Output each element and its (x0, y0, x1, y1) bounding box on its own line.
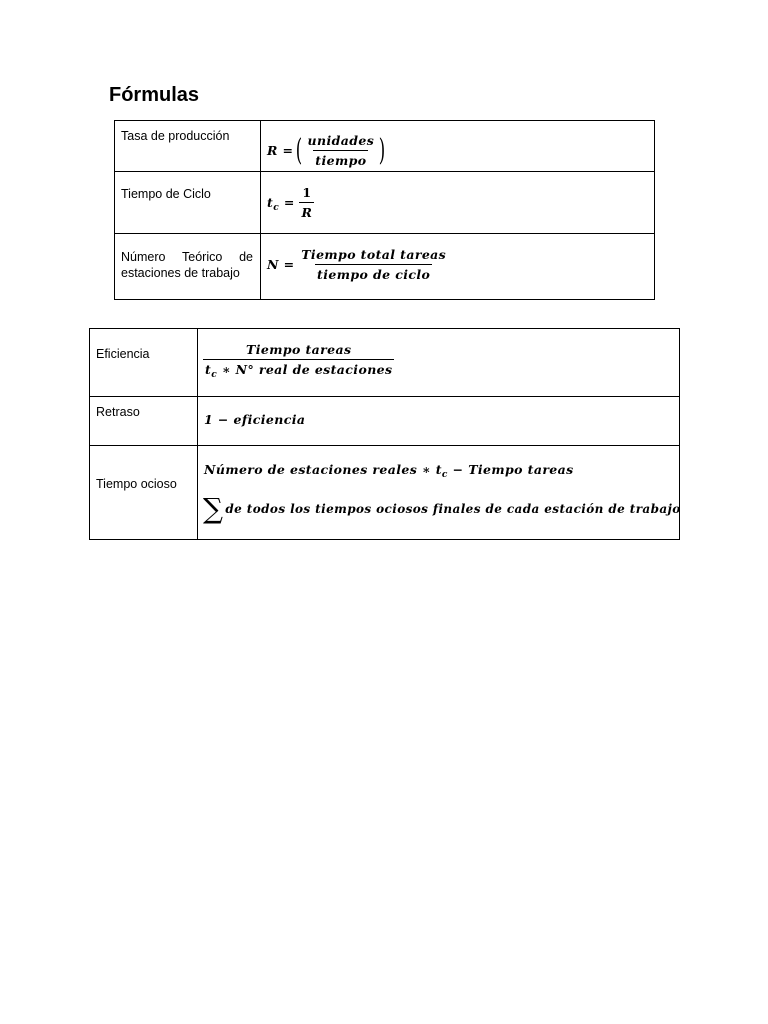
formula-lhs: N = (267, 257, 295, 272)
lhs-equals: = (279, 195, 295, 210)
formula-lhs (267, 195, 299, 213)
formula (203, 342, 394, 380)
formula-subscript: c (441, 470, 448, 480)
formula-part: Número de estaciones reales ∗ (204, 462, 436, 477)
formula-line-1 (204, 462, 574, 480)
table-row (115, 234, 655, 300)
row-label-line-2: estaciones de trabajo (121, 266, 240, 280)
page-title: Fórmulas (109, 84, 200, 106)
row-label: Eficiencia (96, 347, 150, 361)
fraction-denominator (203, 359, 394, 380)
fraction-denominator: R (299, 202, 314, 220)
table-row (90, 446, 680, 540)
row-label: Tiempo ocioso (96, 477, 177, 491)
table-row (90, 397, 680, 446)
formula-cell (261, 121, 655, 172)
lhs-variable: t (267, 195, 274, 210)
denominator-variable: t (205, 362, 212, 377)
denominator-subscript: c (211, 370, 218, 380)
fraction-numerator: unidades (307, 133, 375, 148)
label-cell (115, 234, 261, 300)
fraction-numerator: 1 (302, 185, 312, 200)
formula-cell (198, 446, 680, 540)
fraction-numerator: Tiempo tareas (246, 342, 352, 357)
formula-line-2 (203, 492, 681, 525)
formula-lhs: R = (267, 143, 294, 158)
summation-text: de todos los tiempos ociosos finales de cada estación de trabajo (225, 502, 681, 516)
row-label: Tasa de producción (121, 129, 230, 143)
formulas-table-2 (89, 328, 680, 540)
table-row (90, 329, 680, 397)
formula-variable: t (435, 462, 442, 477)
formulas-table-1 (114, 120, 655, 300)
row-label: Tiempo de Ciclo (121, 187, 211, 201)
table-row (115, 172, 655, 234)
fraction (299, 185, 314, 220)
fraction (203, 342, 394, 380)
left-paren: ( (296, 132, 303, 168)
denominator-rest: ∗ N° real de estaciones (217, 362, 393, 377)
fraction-numerator: Tiempo total tareas (301, 247, 447, 262)
formula-part: − Tiempo tareas (447, 462, 574, 477)
formula-cell (261, 172, 655, 234)
fraction (299, 247, 448, 282)
label-cell (115, 172, 261, 234)
row-label: Retraso (96, 405, 140, 419)
summation-symbol: ∑ (203, 492, 224, 525)
fraction-denominator: tiempo de ciclo (315, 264, 432, 282)
formula (267, 133, 388, 168)
formula-cell (198, 397, 680, 446)
fraction-denominator: tiempo (313, 150, 368, 168)
formula: 1 − eficiencia (204, 412, 306, 427)
lhs-subscript: c (273, 203, 280, 213)
formula (267, 185, 314, 220)
label-cell (90, 329, 198, 397)
label-cell (90, 397, 198, 446)
right-paren: ) (378, 132, 386, 168)
formula-cell (261, 234, 655, 300)
formula (267, 247, 448, 282)
table-row (115, 121, 655, 172)
fraction (306, 133, 377, 168)
formula-cell (198, 329, 680, 397)
row-label-line-1: Número Teórico de (121, 250, 253, 264)
label-cell (115, 121, 261, 172)
label-cell (90, 446, 198, 540)
